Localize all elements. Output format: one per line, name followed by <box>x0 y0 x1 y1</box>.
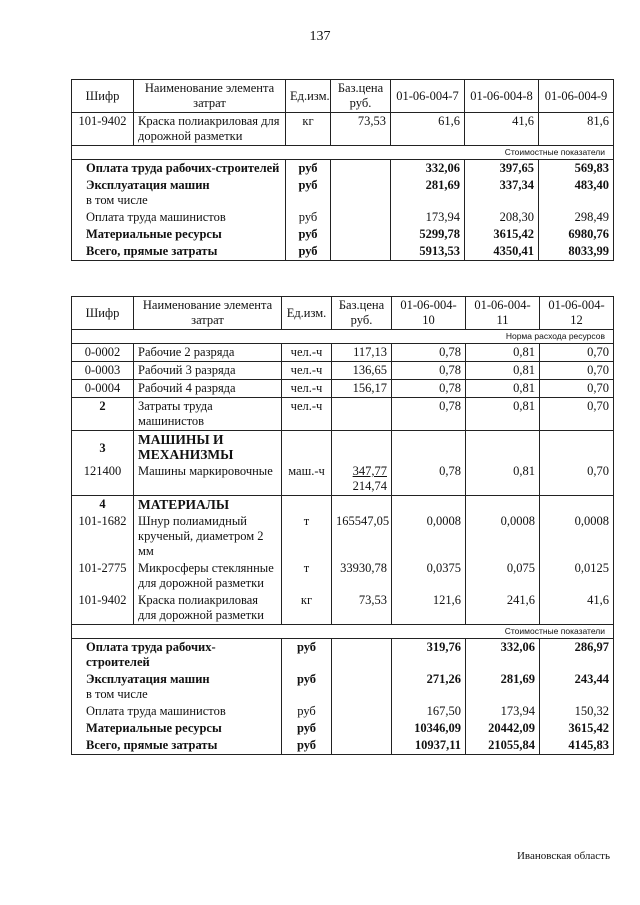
cost-name: Эксплуатация машин <box>86 178 210 192</box>
cost-row <box>72 160 614 178</box>
header-col-3: 01-06-004-9 <box>539 80 614 113</box>
row-value-1: 0,78 <box>392 362 466 380</box>
cost-unit: руб <box>286 160 331 178</box>
row-value-3: 0,70 <box>540 398 614 431</box>
cost-value-3: 6980,76 <box>539 226 614 243</box>
row-value-1: 0,78 <box>392 463 466 496</box>
cost-name: Материальные ресурсы <box>72 720 282 737</box>
row-unit: маш.-ч <box>282 463 332 496</box>
table-row <box>72 344 614 362</box>
row-name: Краска полиакриловая для дорожной разметки <box>134 113 286 146</box>
row-price: 136,65 <box>332 362 392 380</box>
cost-unit: руб <box>286 209 331 226</box>
row-value-1: 0,78 <box>392 398 466 431</box>
row-value-2: 0,0008 <box>466 513 540 560</box>
cost-unit: руб <box>286 243 331 261</box>
row-name: Микросферы стеклянные для дорожной разметки <box>134 560 282 592</box>
row-price: 73,53 <box>332 592 392 625</box>
cost-value-3: 3615,42 <box>540 720 614 737</box>
row-unit: кг <box>286 113 331 146</box>
cost-value-2: 397,65 <box>465 160 539 178</box>
cost-name: Оплата труда машинистов <box>72 209 286 226</box>
row-code: 0-0002 <box>72 344 134 362</box>
cost-unit: руб <box>282 671 332 703</box>
cost-value-2: 4350,41 <box>465 243 539 261</box>
header-col-3: 01-06-004-12 <box>540 297 614 330</box>
cost-value-2: 3615,42 <box>465 226 539 243</box>
cost-value-3: 298,49 <box>539 209 614 226</box>
estimate-table-2 <box>71 296 614 755</box>
row-name: Рабочий 3 разряда <box>134 362 282 380</box>
cost-name: Материальные ресурсы <box>72 226 286 243</box>
row-value-2: 0,81 <box>466 344 540 362</box>
cost-value-2: 337,34 <box>465 177 539 209</box>
row-value-3: 0,70 <box>540 362 614 380</box>
cost-value-1: 332,06 <box>391 160 465 178</box>
row-value-1: 0,78 <box>392 344 466 362</box>
row-value-3: 0,0008 <box>540 513 614 560</box>
cost-value-1: 173,94 <box>391 209 465 226</box>
cost-row <box>72 737 614 755</box>
footer-region: Ивановская область <box>516 850 610 862</box>
row-value-3: 0,0125 <box>540 560 614 592</box>
row-value-3: 41,6 <box>540 592 614 625</box>
cost-value-1: 5299,78 <box>391 226 465 243</box>
cost-row <box>72 226 614 243</box>
group-heading-row <box>72 496 614 514</box>
section-row <box>72 625 614 639</box>
table-row <box>72 463 614 496</box>
cost-name: Эксплуатация машин <box>86 672 210 686</box>
row-price: 165547,05 <box>332 513 392 560</box>
cost-value-3: 150,32 <box>540 703 614 720</box>
row-code: 101-2775 <box>72 560 134 592</box>
cost-unit: руб <box>286 177 331 209</box>
row-name: Рабочий 4 разряда <box>134 380 282 398</box>
cost-value-2: 208,30 <box>465 209 539 226</box>
row-unit: чел.-ч <box>282 344 332 362</box>
row-value-2: 0,81 <box>466 463 540 496</box>
header-col-2: 01-06-004-8 <box>465 80 539 113</box>
cost-value-1: 281,69 <box>391 177 465 209</box>
row-name: Шнур полиамидный крученый, диаметром 2 мм <box>134 513 282 560</box>
cost-value-2: 173,94 <box>466 703 540 720</box>
row-value-3: 0,70 <box>540 463 614 496</box>
cost-name: Всего, прямые затраты <box>72 243 286 261</box>
header-name: Наименование элемента затрат <box>134 80 286 113</box>
row-code: 0-0003 <box>72 362 134 380</box>
row-code: 121400 <box>72 463 134 496</box>
header-price: Баз.цена руб. <box>332 297 392 330</box>
cost-value-1: 10346,09 <box>392 720 466 737</box>
header-code: Шифр <box>72 297 134 330</box>
table-row <box>72 592 614 625</box>
row-unit: т <box>282 513 332 560</box>
cost-name: Оплата труда рабочих-строителей <box>72 160 286 178</box>
row-value-3: 0,70 <box>540 344 614 362</box>
cost-value-2: 281,69 <box>466 671 540 703</box>
row-code: 101-9402 <box>72 592 134 625</box>
row-value-2: 0,81 <box>466 398 540 431</box>
row-code: 101-1682 <box>72 513 134 560</box>
cost-subtitle: в том числе <box>86 193 148 207</box>
cost-subtitle: в том числе <box>86 687 148 701</box>
cost-row <box>72 703 614 720</box>
header-unit: Ед.изм. <box>282 297 332 330</box>
cost-value-3: 243,44 <box>540 671 614 703</box>
table-row <box>72 362 614 380</box>
row-price: 347,77 <box>352 464 387 478</box>
row-price: 33930,78 <box>332 560 392 592</box>
row-price: 117,13 <box>332 344 392 362</box>
table-row <box>72 398 614 431</box>
header-price: Баз.цена руб. <box>331 80 391 113</box>
header-name: Наименование элемента затрат <box>134 297 282 330</box>
group-heading-row <box>72 431 614 464</box>
table-row <box>72 380 614 398</box>
row-value-3: 81,6 <box>539 113 614 146</box>
table-row <box>72 513 614 560</box>
row-value-1: 61,6 <box>391 113 465 146</box>
row-unit: кг <box>282 592 332 625</box>
row-value-2: 41,6 <box>465 113 539 146</box>
row-value-1: 0,0008 <box>392 513 466 560</box>
group-code: 3 <box>72 431 134 464</box>
row-value-2: 0,075 <box>466 560 540 592</box>
row-value-1: 0,78 <box>392 380 466 398</box>
cost-value-3: 483,40 <box>539 177 614 209</box>
row-code: 2 <box>72 398 134 431</box>
row-price: 156,17 <box>332 380 392 398</box>
section-row <box>72 330 614 344</box>
table-header-row <box>72 80 614 113</box>
cost-row <box>72 671 614 703</box>
row-code: 101-9402 <box>72 113 134 146</box>
cost-value-1: 5913,53 <box>391 243 465 261</box>
cost-unit: руб <box>286 226 331 243</box>
cost-value-2: 20442,09 <box>466 720 540 737</box>
row-value-2: 0,81 <box>466 362 540 380</box>
row-price: 73,53 <box>331 113 391 146</box>
table-row <box>72 560 614 592</box>
row-price-secondary: 214,74 <box>352 479 387 493</box>
header-code: Шифр <box>72 80 134 113</box>
cost-value-3: 8033,99 <box>539 243 614 261</box>
header-col-2: 01-06-004-11 <box>466 297 540 330</box>
group-title: МАШИНЫ И МЕХАНИЗМЫ <box>134 431 282 464</box>
row-name: Рабочие 2 разряда <box>134 344 282 362</box>
cost-value-3: 569,83 <box>539 160 614 178</box>
cost-name: Всего, прямые затраты <box>72 737 282 755</box>
row-value-2: 241,6 <box>466 592 540 625</box>
cost-value-1: 319,76 <box>392 639 466 672</box>
cost-name: Оплата труда рабочих-строителей <box>72 639 282 672</box>
group-title: МАТЕРИАЛЫ <box>134 496 282 514</box>
cost-value-3: 4145,83 <box>540 737 614 755</box>
section-row <box>72 146 614 160</box>
estimate-table-1 <box>71 79 614 261</box>
cost-value-3: 286,97 <box>540 639 614 672</box>
section-label: Стоимостные показатели <box>72 146 614 160</box>
row-value-3: 0,70 <box>540 380 614 398</box>
cost-value-1: 271,26 <box>392 671 466 703</box>
row-unit: чел.-ч <box>282 380 332 398</box>
header-unit: Ед.изм. <box>286 80 331 113</box>
section-label: Норма расхода ресурсов <box>72 330 614 344</box>
row-value-2: 0,81 <box>466 380 540 398</box>
cost-row <box>72 209 614 226</box>
row-unit: чел.-ч <box>282 398 332 431</box>
cost-value-2: 332,06 <box>466 639 540 672</box>
header-col-1: 01-06-004-7 <box>391 80 465 113</box>
row-name: Краска полиакриловая для дорожной разметки <box>134 592 282 625</box>
cost-unit: руб <box>282 639 332 672</box>
cost-name: Оплата труда машинистов <box>72 703 282 720</box>
header-col-1: 01-06-004-10 <box>392 297 466 330</box>
cost-unit: руб <box>282 737 332 755</box>
row-name: Машины маркировочные <box>134 463 282 496</box>
cost-row <box>72 639 614 672</box>
cost-value-2: 21055,84 <box>466 737 540 755</box>
row-code: 0-0004 <box>72 380 134 398</box>
cost-row <box>72 720 614 737</box>
group-code: 4 <box>72 496 134 514</box>
section-label: Стоимостные показатели <box>72 625 614 639</box>
row-value-1: 0,0375 <box>392 560 466 592</box>
page-number: 137 <box>309 29 331 44</box>
table-header-row <box>72 297 614 330</box>
row-name: Затраты труда машинистов <box>134 398 282 431</box>
row-unit: т <box>282 560 332 592</box>
cost-value-1: 167,50 <box>392 703 466 720</box>
row-value-1: 121,6 <box>392 592 466 625</box>
cost-value-1: 10937,11 <box>392 737 466 755</box>
cost-unit: руб <box>282 703 332 720</box>
cost-unit: руб <box>282 720 332 737</box>
table-row <box>72 113 614 146</box>
cost-row <box>72 243 614 261</box>
cost-row <box>72 177 614 209</box>
row-unit: чел.-ч <box>282 362 332 380</box>
